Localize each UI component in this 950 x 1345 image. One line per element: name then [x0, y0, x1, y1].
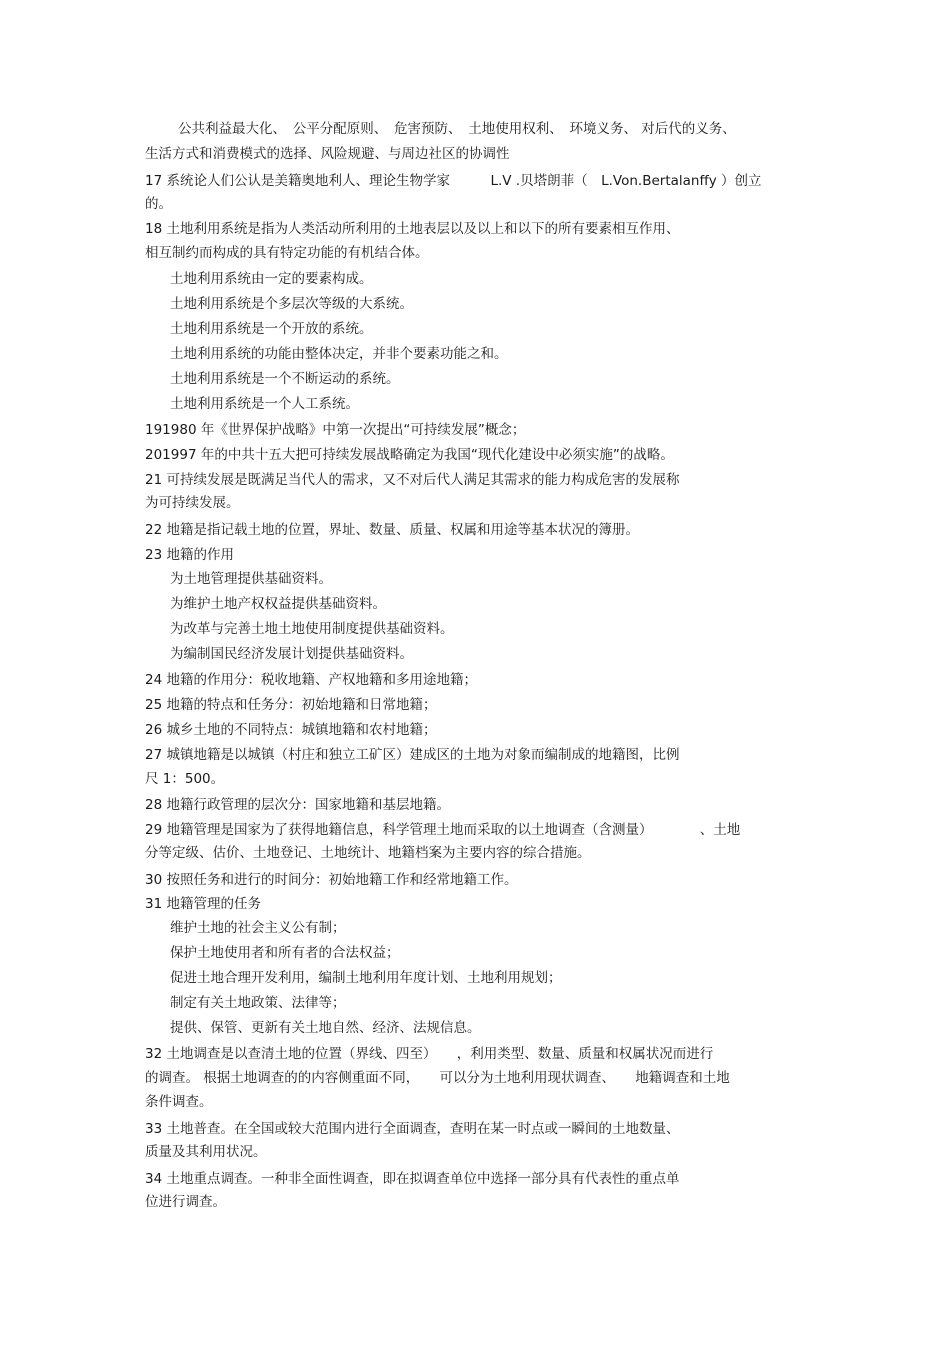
- text-line: 生活方式和消费模式的选择、风险规避、与周边社区的协调性: [145, 146, 510, 162]
- text-line: 促进土地合理开发利用，编制土地利用年度计划、土地利用规划；: [170, 970, 562, 986]
- text-line: 土地利用系统是一个人工系统。: [170, 396, 359, 412]
- text-line: 保护土地使用者和所有者的合法权益；: [170, 945, 400, 961]
- text-line: 22 地籍是指记载土地的位置，界址、数量、质量、权属和用途等基本状况的簿册。: [145, 522, 639, 538]
- text-line: 18 土地利用系统是指为人类活动所利用的土地表层以及以上和以下的所有要素相互作用、: [145, 221, 680, 237]
- text-line: 21 可持续发展是既满足当代人的需求，又不对后代人满足其需求的能力构成危害的发展称: [145, 472, 680, 488]
- text-line: 土地利用系统由一定的要素构成。: [170, 271, 373, 287]
- text-line: 为维护土地产权权益提供基础资料。: [170, 596, 386, 612]
- text-line: 公共利益最大化、 公平分配原则、 危害预防、 土地使用权利、 环境义务、 对后代的义务、: [178, 121, 736, 137]
- text-line: 制定有关土地政策、法律等；: [170, 995, 346, 1011]
- text-line: 32 土地调查是以查清土地的位置（界线、四至） ，利用类型、数量、质量和权属状况而进行: [145, 1046, 714, 1062]
- text-line: 的调查。 根据土地调查的的内容侧重面不同， 可以分为土地利用现状调查、 地籍调查和土地: [145, 1070, 730, 1086]
- text-line: 31 地籍管理的任务: [145, 896, 261, 912]
- text-line: 土地利用系统是个多层次等级的大系统。: [170, 296, 413, 312]
- text-line: 的。: [145, 196, 172, 212]
- text-line: 25 地籍的特点和任务分：初始地籍和日常地籍；: [145, 697, 437, 713]
- text-line: 条件调查。: [145, 1094, 213, 1110]
- text-line: 维护土地的社会主义公有制；: [170, 920, 346, 936]
- text-line: 30 按照任务和进行的时间分：初始地籍工作和经常地籍工作。: [145, 872, 518, 888]
- text-line: 17 系统论人们公认是美籍奥地利人、理论生物学家 L.V .贝塔朗菲（ L.Von.Bertalanffy ）创立: [145, 173, 762, 189]
- text-line: 191980 年《世界保护战略》中第一次提出“可持续发展”概念；: [145, 422, 526, 438]
- text-line: 34 土地重点调查。一种非全面性调查，即在拟调查单位中选择一部分具有代表性的重点单: [145, 1171, 680, 1187]
- text-line: 201997 年的中共十五大把可持续发展战略确定为我国“现代化建设中必须实施”的战略。: [145, 447, 674, 463]
- text-line: 土地利用系统是一个开放的系统。: [170, 321, 373, 337]
- text-line: 提供、保管、更新有关土地自然、经济、法规信息。: [170, 1020, 481, 1036]
- text-line: 分等定级、估价、土地登记、土地统计、地籍档案为主要内容的综合措施。: [145, 845, 591, 861]
- text-line: 为可持续发展。: [145, 495, 240, 511]
- text-line: 质量及其利用状况。: [145, 1144, 267, 1160]
- text-line: 33 土地普查。在全国或较大范围内进行全面调查，查明在某一时点或一瞬间的土地数量、: [145, 1121, 680, 1137]
- text-line: 位进行调查。: [145, 1194, 226, 1210]
- text-line: 为改革与完善土地土地使用制度提供基础资料。: [170, 621, 454, 637]
- text-line: 28 地籍行政管理的层次分：国家地籍和基层地籍。: [145, 797, 450, 813]
- text-line: 24 地籍的作用分：税收地籍、产权地籍和多用途地籍；: [145, 672, 477, 688]
- text-line: 27 城镇地籍是以城镇（村庄和独立工矿区）建成区的土地为对象而编制成的地籍图，比例: [145, 747, 680, 763]
- text-line: 土地利用系统的功能由整体决定，并非个要素功能之和。: [170, 346, 508, 362]
- text-line: 尺 1：500。: [145, 771, 225, 787]
- text-line: 为编制国民经济发展计划提供基础资料。: [170, 646, 413, 662]
- text-line: 相互制约而构成的具有特定功能的有机结合体。: [145, 245, 429, 261]
- text-line: 26 城乡土地的不同特点：城镇地籍和农村地籍；: [145, 722, 437, 738]
- text-line: 23 地籍的作用: [145, 547, 234, 563]
- text-line: 为土地管理提供基础资料。: [170, 571, 332, 587]
- text-line: 29 地籍管理是国家为了获得地籍信息，科学管理土地而采取的以土地调查（含测量） 、土地: [145, 822, 741, 838]
- text-line: 土地利用系统是一个不断运动的系统。: [170, 371, 400, 387]
